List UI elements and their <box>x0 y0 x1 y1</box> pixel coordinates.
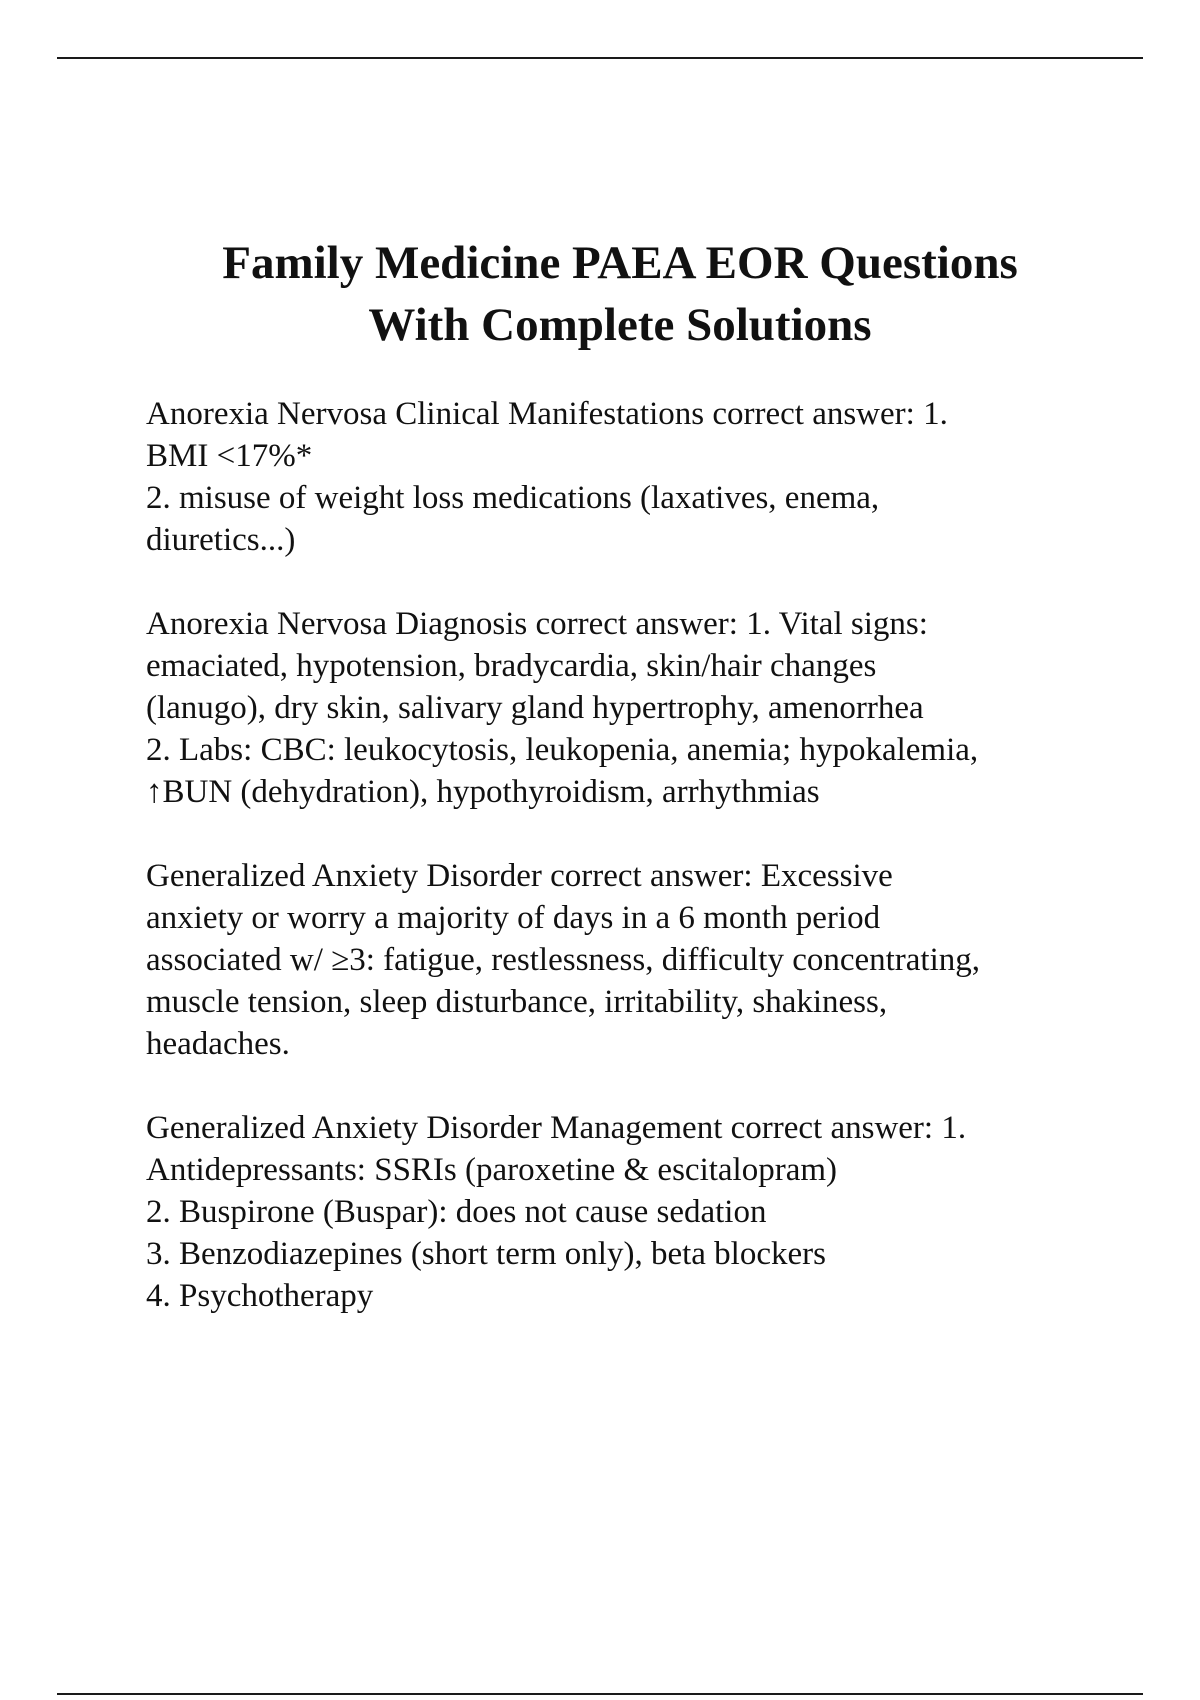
document-body <box>146 393 1156 1359</box>
entry-line: 2. misuse of weight loss medications (laxatives, enema, <box>146 480 880 516</box>
entry-line: emaciated, hypotension, bradycardia, skin/hair changes <box>146 648 877 684</box>
entry-line: associated w/ ≥3: fatigue, restlessness, difficulty concentrating, <box>146 942 981 978</box>
entry-line: headaches. <box>146 1026 290 1062</box>
title-line-1: Family Medicine PAEA EOR Questions <box>222 237 1018 289</box>
entry-anorexia-diagnosis <box>146 603 1156 813</box>
entry-gad <box>146 855 1156 1065</box>
entry-line: ↑BUN (dehydration), hypothyroidism, arrhythmias <box>146 774 820 810</box>
entry-line: 2. Buspirone (Buspar): does not cause sedation <box>146 1194 767 1230</box>
entry-gad-management <box>146 1107 1156 1317</box>
entry-line: Anorexia Nervosa Diagnosis correct answer: 1. Vital signs: <box>146 606 928 642</box>
entry-line: Generalized Anxiety Disorder Management correct answer: 1. <box>146 1110 967 1146</box>
entry-line: BMI <17%* <box>146 438 313 474</box>
document-title <box>100 232 1140 356</box>
entry-line: 4. Psychotherapy <box>146 1278 374 1314</box>
entry-line: 3. Benzodiazepines (short term only), beta blockers <box>146 1236 826 1272</box>
header-rule <box>57 57 1143 59</box>
entry-line: anxiety or worry a majority of days in a 6 month period <box>146 900 881 936</box>
entry-line: Antidepressants: SSRIs (paroxetine & escitalopram) <box>146 1152 838 1188</box>
title-line-2: With Complete Solutions <box>368 299 872 351</box>
entry-anorexia-manifestations <box>146 393 1156 561</box>
footer-rule <box>57 1693 1143 1695</box>
entry-line: Anorexia Nervosa Clinical Manifestations correct answer: 1. <box>146 396 948 432</box>
entry-line: Generalized Anxiety Disorder correct answer: Excessive <box>146 858 893 894</box>
entry-line: muscle tension, sleep disturbance, irritability, shakiness, <box>146 984 888 1020</box>
entry-line: diuretics...) <box>146 522 296 558</box>
entry-line: 2. Labs: CBC: leukocytosis, leukopenia, anemia; hypokalemia, <box>146 732 979 768</box>
entry-line: (lanugo), dry skin, salivary gland hypertrophy, amenorrhea <box>146 690 924 726</box>
